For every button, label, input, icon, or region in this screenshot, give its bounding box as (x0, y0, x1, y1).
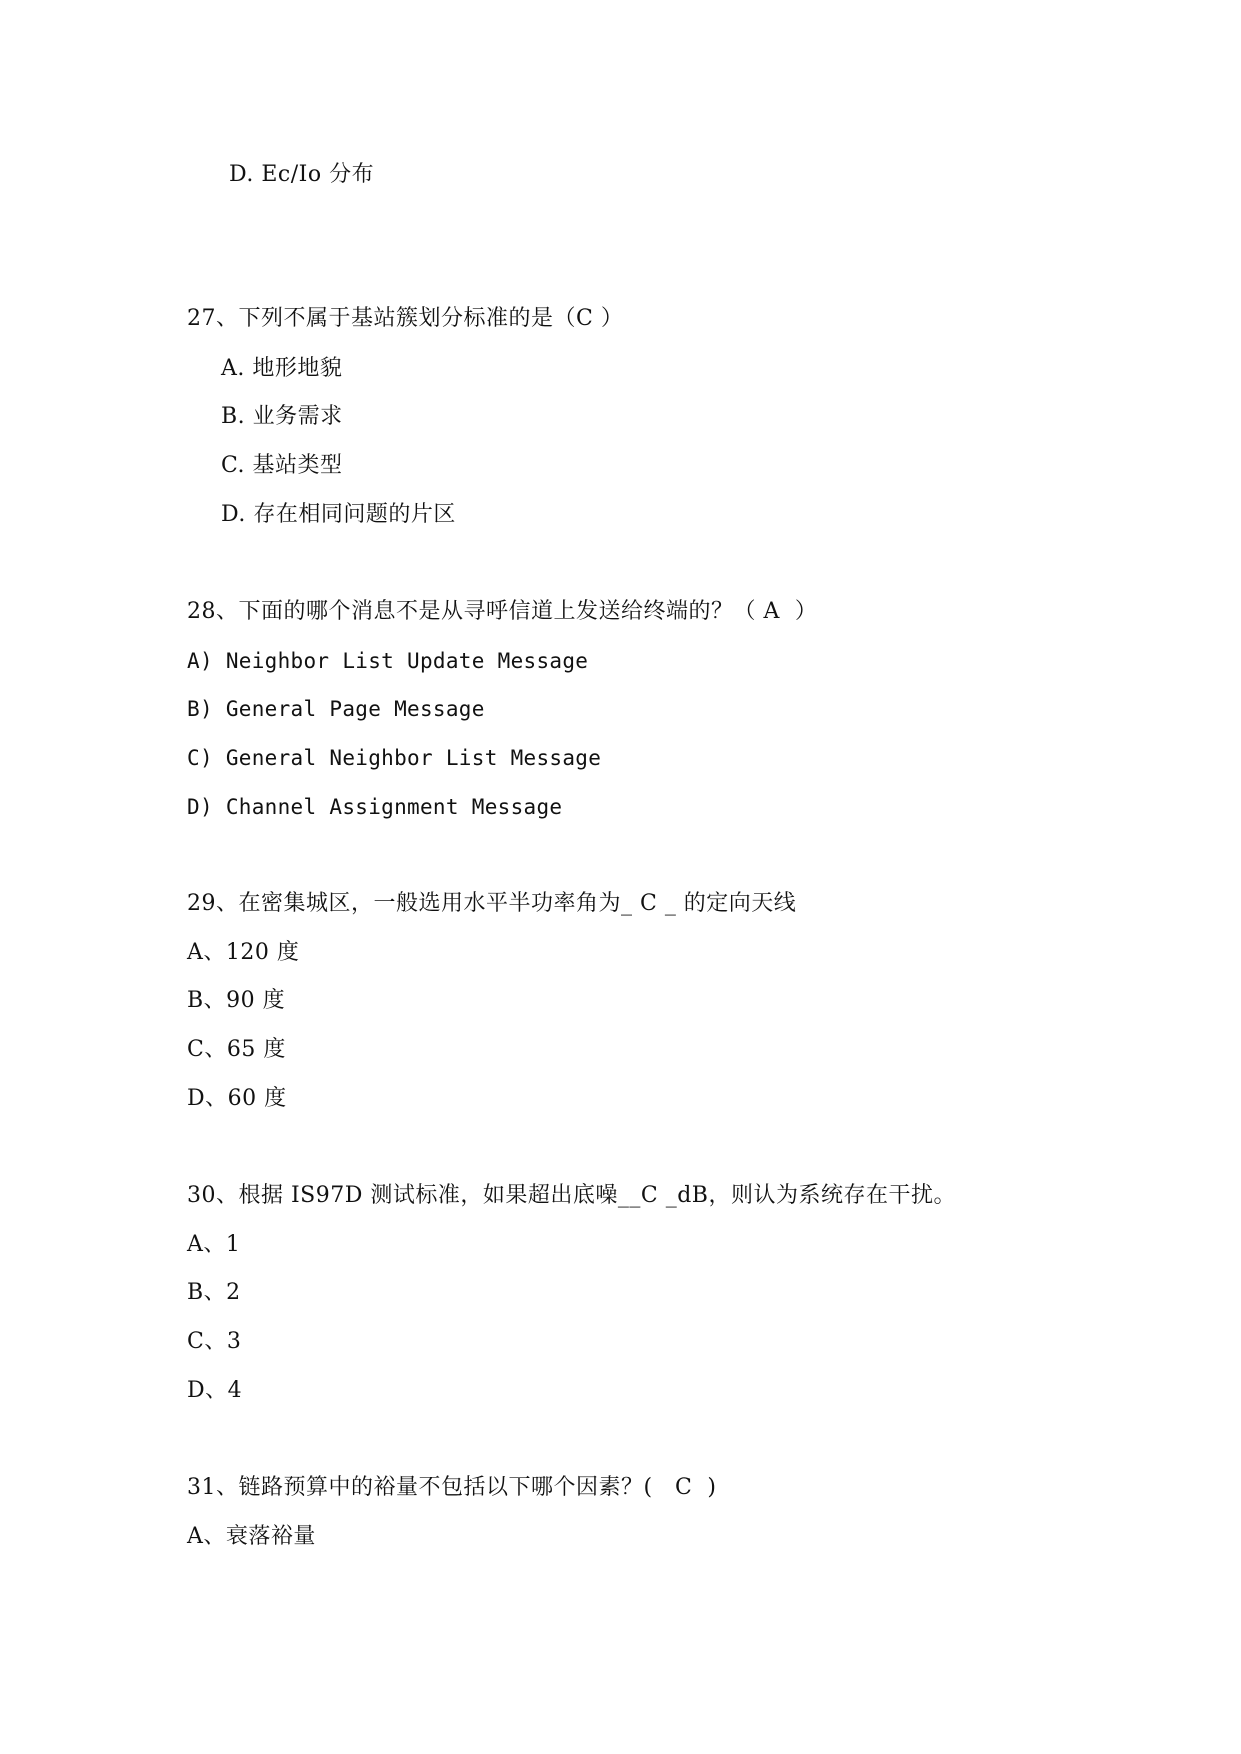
q27-option-b: B. 业务需求 (221, 404, 343, 429)
q28-option-c: C) General Neighbor List Message (187, 746, 602, 770)
q30-option-b: B、2 (187, 1280, 241, 1305)
q31-option-a: A、衰落裕量 (187, 1524, 316, 1549)
q29-option-a: A、120 度 (187, 940, 300, 965)
q30-option-d: D、4 (187, 1378, 243, 1403)
q30-question: 30、根据 IS97D 测试标准，如果超出底噪__C _dB，则认为系统存在干扰。 (187, 1183, 956, 1208)
q29-option-d: D、60 度 (187, 1086, 287, 1111)
q31-question: 31、链路预算中的裕量不包括以下哪个因素？( C ) (187, 1475, 717, 1500)
q27-question: 27、下列不属于基站簇划分标准的是（C ） (187, 306, 624, 331)
q27-option-a: A. 地形地貌 (221, 356, 343, 381)
q27-option-d: D. 存在相同问题的片区 (221, 502, 456, 527)
q29-option-c: C、65 度 (187, 1037, 286, 1062)
q28-option-b: B) General Page Message (187, 697, 485, 721)
q29-question: 29、在密集城区，一般选用水平半功率角为_ C _ 的定向天线 (187, 891, 797, 916)
q28-question: 28、下面的哪个消息不是从寻呼信道上发送给终端的？（ A ） (187, 599, 818, 624)
q28-option-a: A) Neighbor List Update Message (187, 649, 589, 673)
q26-option-d: D. Ec/Io 分布 (229, 162, 375, 187)
q28-option-d: D) Channel Assignment Message (187, 795, 563, 819)
q29-option-b: B、90 度 (187, 988, 286, 1013)
q27-option-c: C. 基站类型 (221, 453, 343, 478)
q30-option-a: A、1 (187, 1232, 241, 1257)
q30-option-c: C、3 (187, 1329, 242, 1354)
